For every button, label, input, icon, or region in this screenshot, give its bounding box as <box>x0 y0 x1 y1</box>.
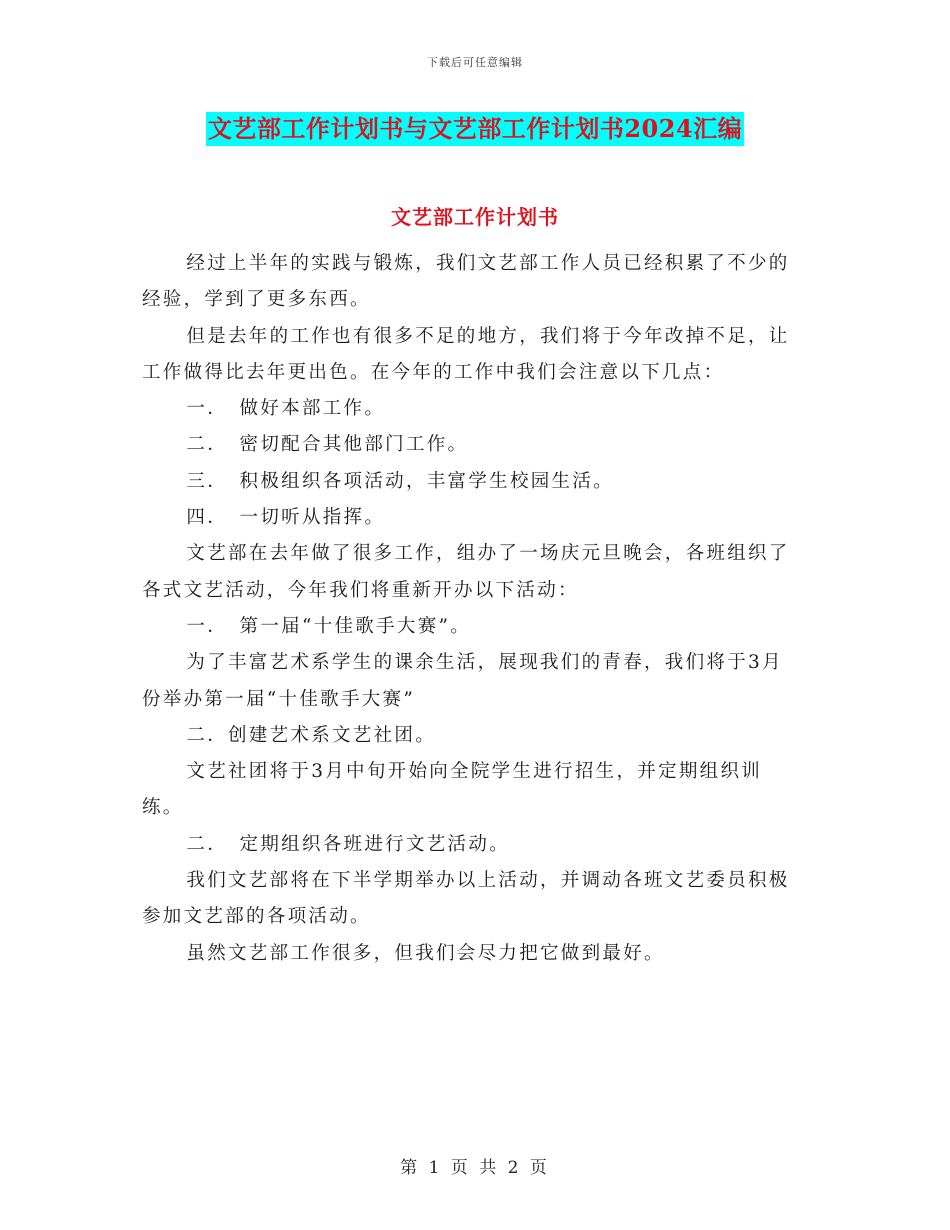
list-item: 四． 一切听从指挥。 <box>186 507 386 529</box>
paragraph: 我们文艺部将在下半学期举办以上活动，并调动各班文艺委员积极参加文艺部的各项活动。 <box>142 870 790 928</box>
paragraph: 为了丰富艺术系学生的课余生活，展现我们的青春，我们将于3月份举办第一届“十佳歌手大赛” <box>142 652 783 710</box>
list-item: 二．创建艺术系文艺社团。 <box>186 724 436 746</box>
document-body <box>142 246 800 972</box>
paragraph: 但是去年的工作也有很多不足的地方，我们将于今年改掉不足，让工作做得比去年更出色。在今年的工作中我们会注意以下几点： <box>142 325 790 383</box>
main-title-container <box>0 112 950 146</box>
page-footer: 第 1 页 共 2 页 <box>400 1158 550 1178</box>
header-note: 下载后可任意编辑 <box>427 56 523 69</box>
list-item: 一． 第一届“十佳歌手大赛”。 <box>186 615 472 637</box>
main-title: 文艺部工作计划书与文艺部工作计划书2024汇编 <box>206 112 744 146</box>
paragraph: 文艺部在去年做了很多工作，组办了一场庆元旦晚会，各班组织了各式文艺活动，今年我们将重新开办以下活动： <box>142 543 790 601</box>
paragraph: 经过上半年的实践与锻炼，我们文艺部工作人员已经积累了不少的经验，学到了更多东西。 <box>142 253 790 311</box>
section-title: 文艺部工作计划书 <box>391 205 559 229</box>
list-item: 三． 积极组织各项活动，丰富学生校园生活。 <box>186 470 614 492</box>
paragraph: 虽然文艺部工作很多，但我们会尽力把它做到最好。 <box>186 942 665 964</box>
list-item: 二． 密切配合其他部门工作。 <box>186 434 469 456</box>
paragraph: 文艺社团将于3月中旬开始向全院学生进行招生，并定期组织训练。 <box>142 761 763 819</box>
list-item: 一． 做好本部工作。 <box>186 398 386 420</box>
list-item: 二． 定期组织各班进行文艺活动。 <box>186 833 510 855</box>
